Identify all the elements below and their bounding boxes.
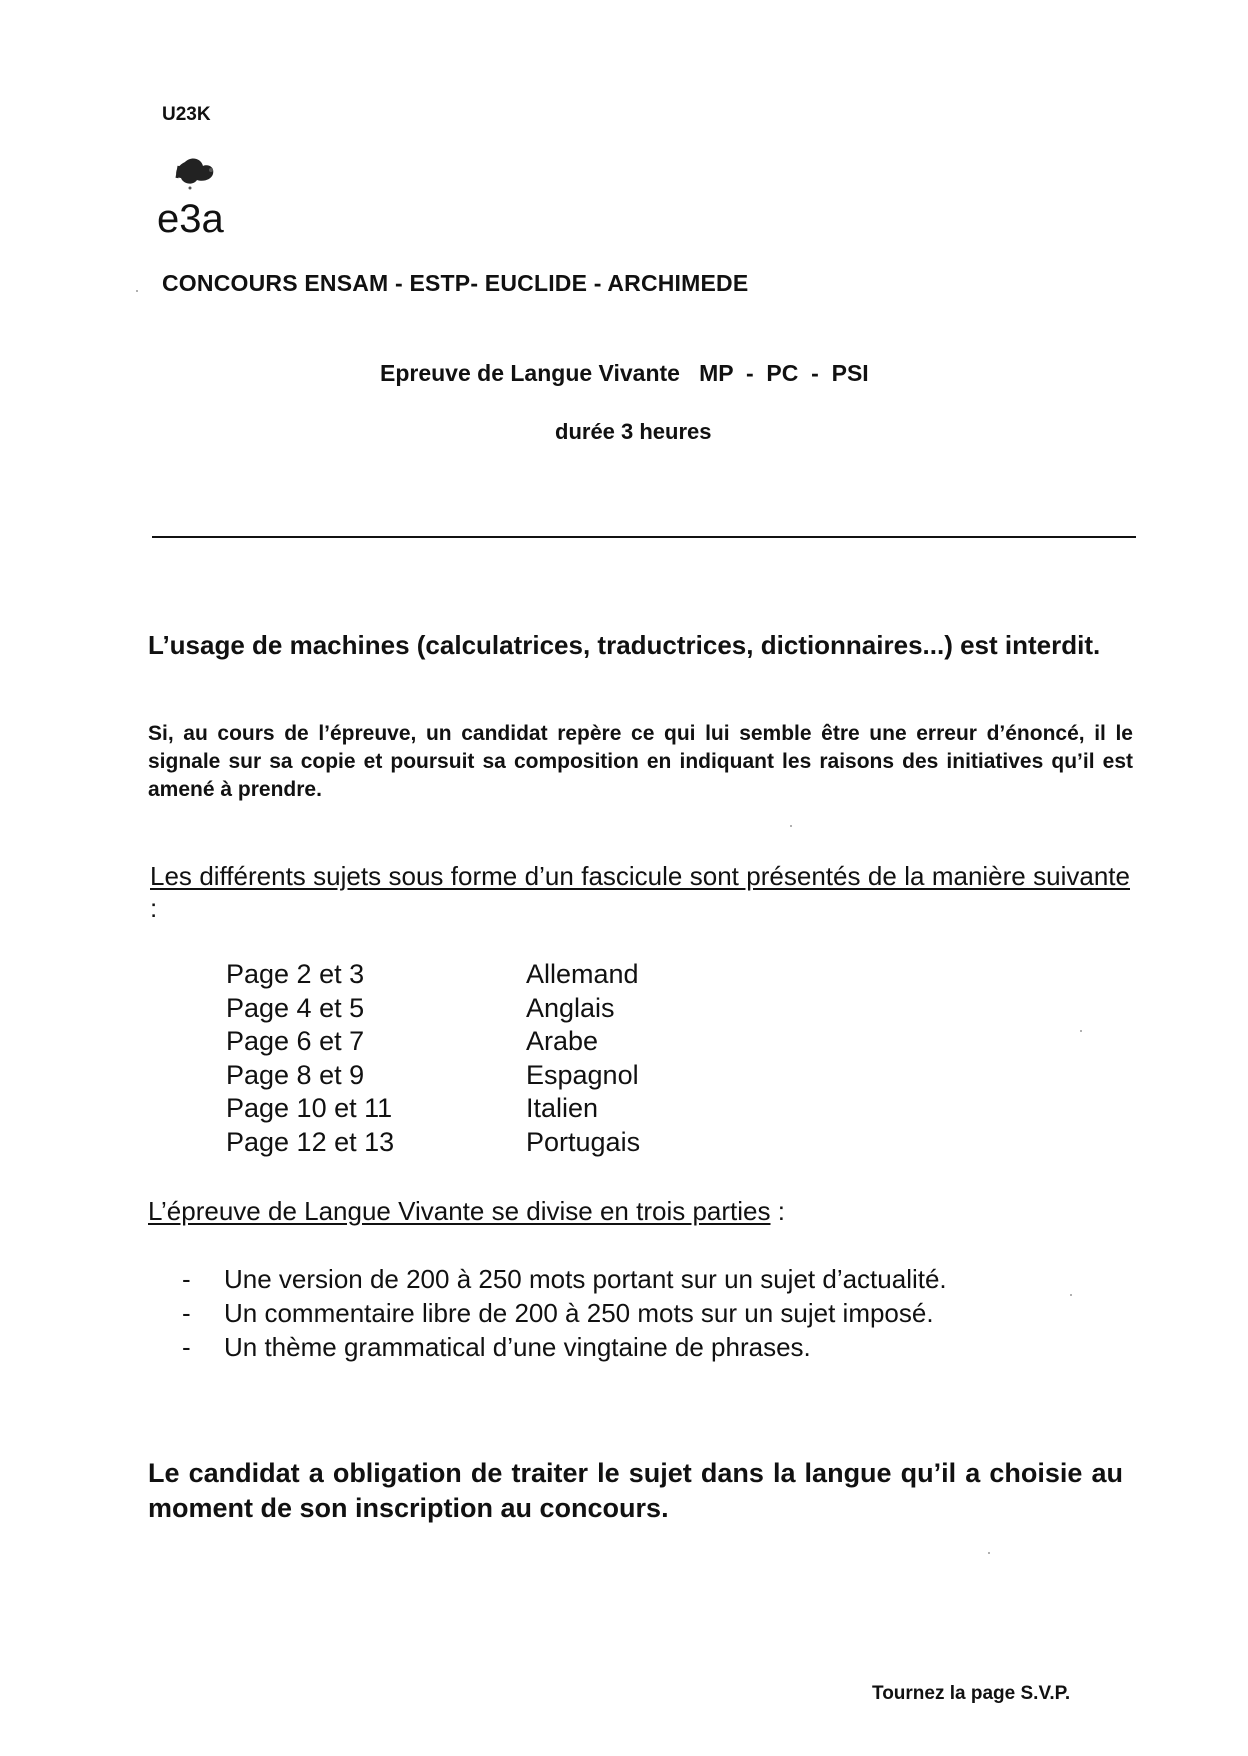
list-item	[226, 1025, 640, 1059]
page-range: Page 10 et 11	[226, 1093, 393, 1123]
separator-rule	[152, 536, 1136, 538]
scan-speck	[1070, 1294, 1072, 1296]
parties-list	[182, 1262, 947, 1364]
e3a-logo	[155, 152, 275, 242]
sujets-page-list	[226, 958, 640, 1159]
parties-intro	[148, 1196, 785, 1227]
list-item	[182, 1296, 947, 1330]
obligation-notice: Le candidat a obligation de traiter le sujet dans la langue qu’il a choisie au moment de son inscription au concours.	[148, 1458, 1123, 1523]
list-item	[226, 1059, 640, 1093]
list-item	[226, 958, 640, 992]
page-range: Page 4 et 5	[226, 992, 365, 1023]
scan-speck	[1080, 1030, 1082, 1032]
list-item	[226, 992, 640, 1026]
erreur-enonce-notice: Si, au cours de l’épreuve, un candidat repère ce qui lui semble être une erreur d’énoncé, il le signale sur sa copie et poursuit sa composition en indiquant les raisons des initiatives qu’il est amené à prendre.	[148, 722, 1133, 801]
list-item	[182, 1262, 947, 1296]
bullet-dash: -	[182, 1298, 191, 1328]
list-item	[226, 1126, 640, 1160]
tournez-la-page: Tournez la page S.V.P.	[872, 1683, 1071, 1704]
page-range: Page 6 et 7	[226, 1026, 365, 1056]
partie-text: Une version de 200 à 250 mots portant sur un sujet d’actualité.	[224, 1264, 947, 1294]
sujets-intro	[150, 860, 1130, 924]
language-name: Arabe	[526, 1026, 599, 1056]
duree-label: durée 3 heures	[555, 419, 712, 444]
logo-emblem-icon	[176, 159, 213, 190]
list-item	[226, 1092, 640, 1126]
list-item	[182, 1330, 947, 1364]
partie-text: Un commentaire libre de 200 à 250 mots sur un sujet imposé.	[224, 1298, 934, 1328]
language-name: Anglais	[526, 992, 615, 1023]
language-name: Espagnol	[526, 1059, 639, 1090]
epreuve-title: Epreuve de Langue Vivante MP - PC - PSI	[380, 360, 869, 386]
language-name: Portugais	[526, 1126, 641, 1157]
exam-code: U23K	[162, 104, 211, 125]
logo-text: e3a	[157, 197, 224, 241]
language-name: Italien	[526, 1093, 599, 1123]
page-range: Page 2 et 3	[226, 959, 365, 989]
parties-intro-colon: :	[770, 1196, 785, 1226]
parties-intro-text: L’épreuve de Langue Vivante se divise en trois parties	[148, 1196, 771, 1226]
concours-title: CONCOURS ENSAM - ESTP- EUCLIDE - ARCHIMEDE	[162, 270, 749, 296]
language-name: Allemand	[526, 959, 639, 989]
scan-speck	[136, 290, 138, 292]
usage-interdit-notice: L’usage de machines (calculatrices, traductrices, dictionnaires...) est interdit.	[148, 630, 1101, 660]
sujets-intro-text: Les différents sujets sous forme d’un fascicule sont présentés de la manière suivante	[150, 861, 1130, 891]
scan-speck	[988, 1552, 990, 1554]
scan-speck	[790, 825, 792, 827]
page-range: Page 8 et 9	[226, 1059, 365, 1090]
partie-text: Un thème grammatical d’une vingtaine de phrases.	[224, 1332, 811, 1362]
bullet-dash: -	[182, 1332, 191, 1362]
page-range: Page 12 et 13	[226, 1126, 395, 1157]
sujets-intro-colon: :	[150, 893, 158, 923]
bullet-dash: -	[182, 1264, 191, 1294]
